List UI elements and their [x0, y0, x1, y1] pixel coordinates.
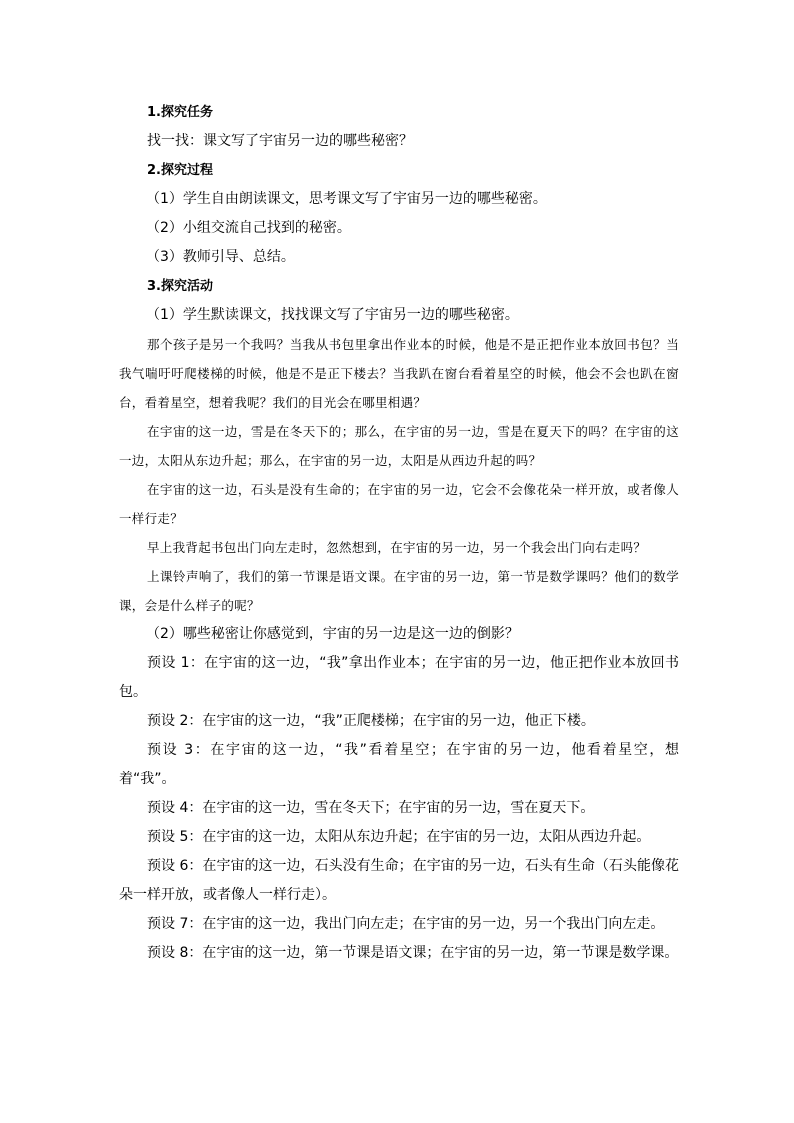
preset-item: 预设 8：在宇宙的这一边，第一节课是语文课；在宇宙的另一边，第一节课是数学课。: [147, 945, 679, 961]
process-step-1: （1）学生自由朗读课文，思考课文写了宇宙另一边的哪些秘密。: [146, 191, 547, 207]
excerpt-paragraph: 在宇宙的这一边，雪是在冬天下的；那么，在宇宙的另一边，雪是在夏天下的吗？在宇宙的这一边，太阳从东边升起；那么，在宇宙的另一边，太阳是从西边升起的吗？: [119, 424, 679, 468]
preset-item: 预设 4：在宇宙的这一边，雪在冬天下；在宇宙的另一边，雪在夏天下。: [147, 800, 595, 816]
excerpt-paragraph: 上课铃声响了，我们的第一节课是语文课。在宇宙的另一边，第一节是数学课吗？他们的数学课，会是什么样子的呢？: [119, 569, 679, 613]
section-heading-task: 1.探究任务: [147, 105, 213, 120]
excerpt-paragraph: 那个孩子是另一个我吗？当我从书包里拿出作业本的时候，他是不是正把作业本放回书包？当我气喘吁吁爬楼梯的时候，他是不是正下楼去？当我趴在窗台看着星空的时候，他会不会也趴在窗台，看着星空，想着我呢？我们的目光会在哪里相遇？: [119, 337, 679, 410]
preset-item: 预设 3：在宇宙的这一边，“我”看着星空；在宇宙的另一边，他看着星空，想着“我”。: [119, 742, 679, 787]
activity-step-1: （1）学生默读课文，找找课文写了宇宙另一边的哪些秘密。: [146, 307, 519, 323]
activity-question-2: （2）哪些秘密让你感觉到，宇宙的另一边是这一边的倒影？: [146, 626, 519, 642]
excerpt-paragraph: 早上我背起书包出门向左走时，忽然想到，在宇宙的另一边，另一个我会出门向右走吗？: [147, 540, 647, 555]
document-body: [119, 98, 679, 968]
preset-item: 预设 2：在宇宙的这一边，“我”正爬楼梯；在宇宙的另一边，他正下楼。: [147, 713, 595, 729]
preset-item: 预设 7：在宇宙的这一边，我出门向左走；在宇宙的另一边，另一个我出门向左走。: [147, 916, 665, 932]
preset-item: 预设 6：在宇宙的这一边，石头没有生命；在宇宙的另一边，石头有生命（石头能像花朵一样开放，或者像人一样行走）。: [119, 858, 679, 903]
process-step-2: （2）小组交流自己找到的秘密。: [146, 220, 351, 236]
section-heading-process: 2.探究过程: [147, 163, 213, 178]
excerpt-paragraph: 在宇宙的这一边，石头是没有生命的；在宇宙的另一边，它会不会像花朵一样开放，或者像人一样行走？: [119, 482, 679, 526]
process-step-3: （3）教师引导、总结。: [146, 249, 295, 265]
section-heading-activity: 3.探究活动: [147, 279, 213, 294]
preset-item: 预设 5：在宇宙的这一边，太阳从东边升起；在宇宙的另一边，太阳从西边升起。: [147, 829, 651, 845]
preset-item: 预设 1：在宇宙的这一边，“我”拿出作业本；在宇宙的另一边，他正把作业本放回书包。: [119, 655, 679, 700]
task-text: 找一找：课文写了宇宙另一边的哪些秘密？: [147, 133, 413, 149]
